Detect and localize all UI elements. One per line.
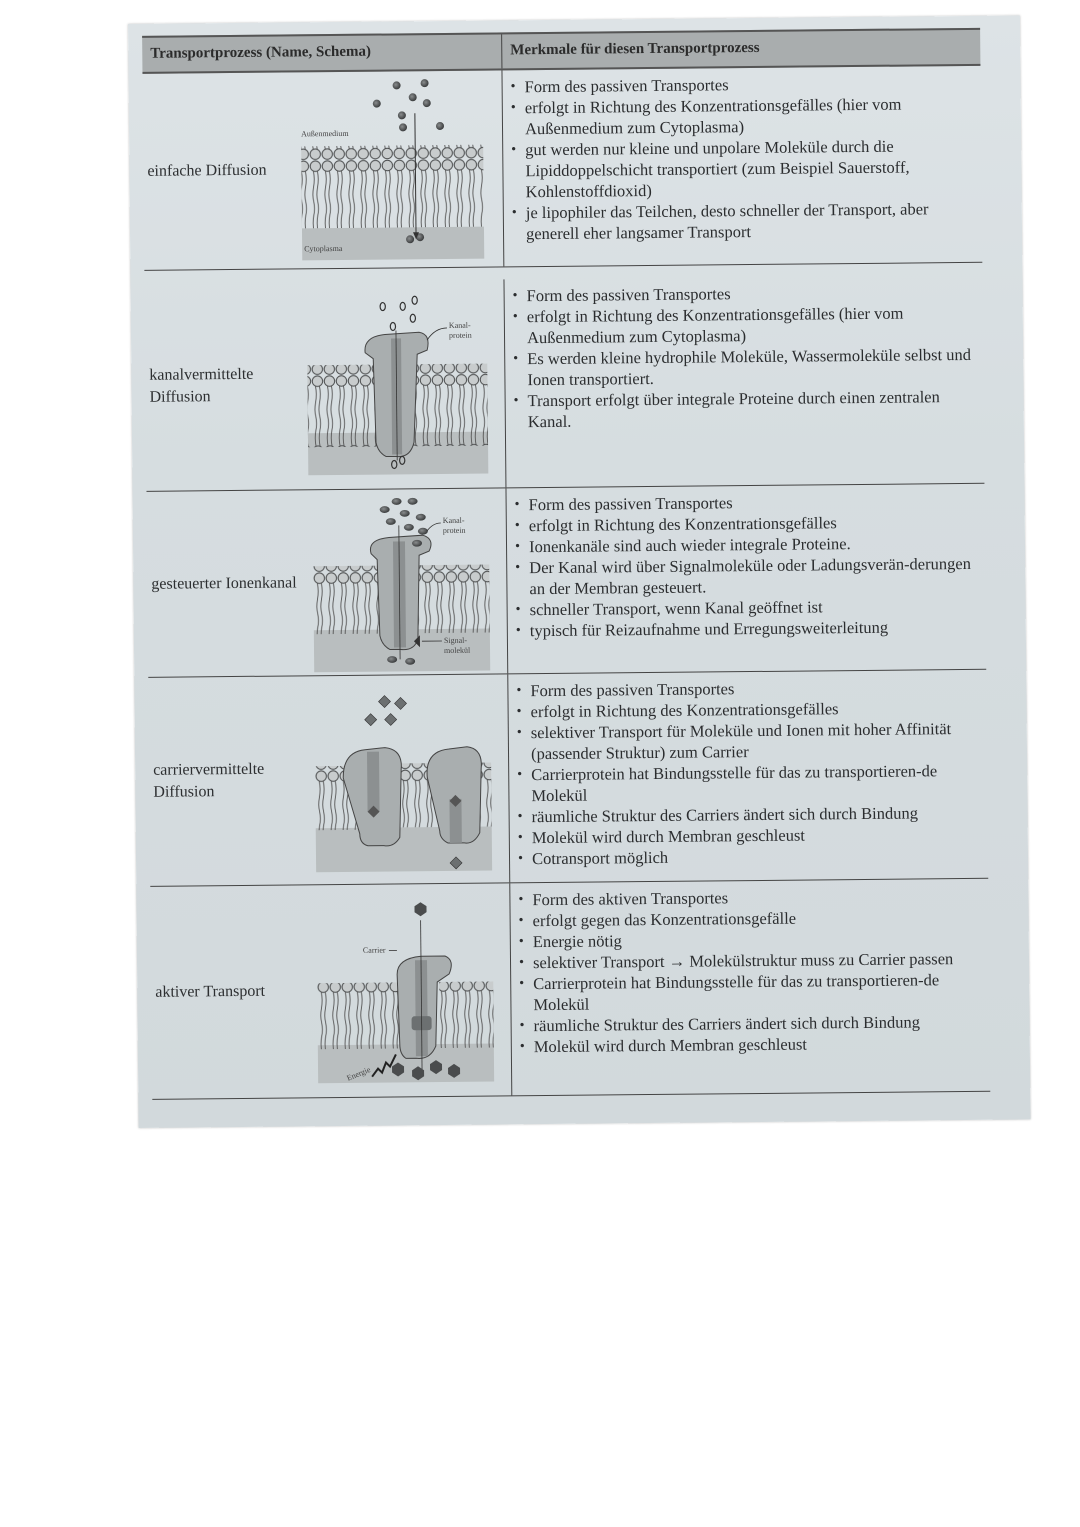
- features-cell: [510, 879, 990, 1096]
- feature-item: • erfolgt in Richtung des Konzentrationsgefälles (hier vom Außenmedium zum Cytoplasma): [509, 93, 971, 139]
- feature-item: • Es werden kleine hydrophile Moleküle, Wassermoleküle selbst und Ionen transportiert.: [511, 344, 973, 390]
- feature-item: • Ionenkanäle sind auch wieder integrale Proteine.: [513, 532, 975, 557]
- transport-table: [142, 28, 990, 1100]
- features-cell: [506, 484, 986, 674]
- gated-ion-channel-diagram: [300, 489, 492, 676]
- worksheet-page: [128, 15, 1031, 1128]
- features-cell: [502, 66, 982, 267]
- process-name: aktiver Transport: [155, 982, 266, 1001]
- feature-item: • Form des passiven Transportes: [511, 281, 973, 306]
- features-cell: [508, 670, 988, 883]
- svg-text:protein: protein: [442, 525, 466, 536]
- feature-list: [516, 885, 980, 1057]
- feature-item: • gut werden nur kleine und unpolare Moleküle durch die Lipiddoppelschicht transportiert (zum Beispiel Sauerstoff, Kohlenstoffdioxid): [509, 135, 972, 202]
- feature-item: • Energie nötig: [517, 927, 979, 952]
- ion-channel-icon: [300, 489, 492, 676]
- feature-item: • erfolgt in Richtung des Konzentrationsgefälles: [515, 697, 977, 722]
- feature-item: • Form des passiven Transportes: [514, 676, 976, 701]
- carrier-diffusion-diagram: [302, 686, 494, 873]
- svg-text:Signal-: Signal-: [443, 635, 468, 645]
- feature-list: [513, 490, 976, 641]
- channel-protein-icon: [299, 291, 491, 478]
- feature-item: • Carrierprotein hat Bindungsstelle für das zu transportieren-de Molekül: [515, 760, 977, 806]
- feature-item: • räumliche Struktur des Carriers ändert sich durch Bindung: [516, 802, 978, 827]
- feature-item: • erfolgt in Richtung des Konzentrationsgefälles (hier vom Außenmedium zum Cytoplasma): [511, 302, 973, 348]
- header-features: Merkmale für diesen Transportprozess: [510, 39, 760, 59]
- feature-item: • selektiver Transport → Molekülstruktur muss zu Carrier passen: [517, 948, 979, 973]
- feature-item: • Molekül wird durch Membran geschleust: [516, 823, 978, 848]
- svg-text:Carrier: Carrier: [362, 945, 386, 955]
- feature-item: • typisch für Reizaufnahme und Erregungsweiterleitung: [514, 616, 976, 641]
- feature-item: • Cotransport möglich: [516, 844, 978, 869]
- svg-text:Außenmedium: Außenmedium: [301, 128, 349, 138]
- process-cell: [150, 883, 512, 1098]
- feature-item: • Molekül wird durch Membran geschleust: [518, 1032, 980, 1057]
- table-row: [142, 66, 982, 271]
- feature-item: • erfolgt in Richtung des Konzentrationsgefälles: [513, 511, 975, 536]
- header-process: Transportprozess (Name, Schema): [142, 34, 502, 71]
- table-row: [144, 275, 984, 492]
- table-row: [146, 484, 986, 678]
- process-cell: [146, 488, 508, 676]
- feature-item: • Form des passiven Transportes: [513, 490, 975, 515]
- feature-item: • erfolgt gegen das Konzentrationsgefälle: [517, 906, 979, 931]
- process-name: kanalvermittelte Diffusion: [149, 365, 254, 406]
- feature-list: [514, 676, 978, 869]
- process-name: gesteuerter Ionenkanal: [151, 573, 297, 593]
- svg-text:Kanal-: Kanal-: [442, 515, 465, 526]
- membrane-diagram-icon: [297, 76, 489, 263]
- feature-list: [511, 281, 974, 432]
- svg-text:molekül: molekül: [443, 645, 471, 655]
- carrier-pump-icon: [304, 897, 496, 1084]
- features-cell: [504, 275, 984, 488]
- feature-list: [509, 72, 973, 244]
- table-row: [150, 879, 990, 1100]
- active-transport-diagram: [304, 897, 496, 1084]
- process-cell: [148, 674, 510, 885]
- carrier-protein-icon: [302, 686, 494, 873]
- feature-item: • selektiver Transport für Moleküle und Ionen mit hoher Affinität (passender Struktur) zum Carrier: [515, 718, 977, 764]
- process-cell: [142, 70, 504, 269]
- feature-item: • schneller Transport, wenn Kanal geöffnet ist: [514, 595, 976, 620]
- feature-item: • Carrierprotein hat Bindungsstelle für das zu transportieren-de Molekül: [517, 969, 979, 1015]
- feature-item: • Transport erfolgt über integrale Proteine durch einen zentralen Kanal.: [512, 386, 974, 432]
- feature-item: • räumliche Struktur des Carriers ändert sich durch Bindung: [518, 1011, 980, 1036]
- svg-text:Cytoplasma: Cytoplasma: [304, 243, 343, 253]
- feature-item: • Der Kanal wird über Signalmoleküle oder Ladungsverän-derungen an der Membran gesteuert.: [513, 553, 975, 599]
- process-name: einfache Diffusion: [147, 161, 267, 180]
- svg-text:protein: protein: [448, 330, 472, 340]
- process-name: carriervermittelte Diffusion: [153, 760, 265, 801]
- channel-diffusion-diagram: [299, 291, 491, 478]
- simple-diffusion-diagram: [297, 76, 489, 263]
- svg-text:Kanal-: Kanal-: [448, 320, 471, 330]
- table-row: [148, 670, 988, 887]
- process-cell: [144, 279, 506, 490]
- feature-item: • Form des passiven Transportes: [509, 72, 971, 97]
- feature-item: • Form des aktiven Transportes: [516, 885, 978, 910]
- svg-text:Energie: Energie: [345, 1064, 372, 1083]
- feature-item: • je lipophiler das Teilchen, desto schneller der Transport, aber generell eher langsamer Transport: [510, 198, 972, 244]
